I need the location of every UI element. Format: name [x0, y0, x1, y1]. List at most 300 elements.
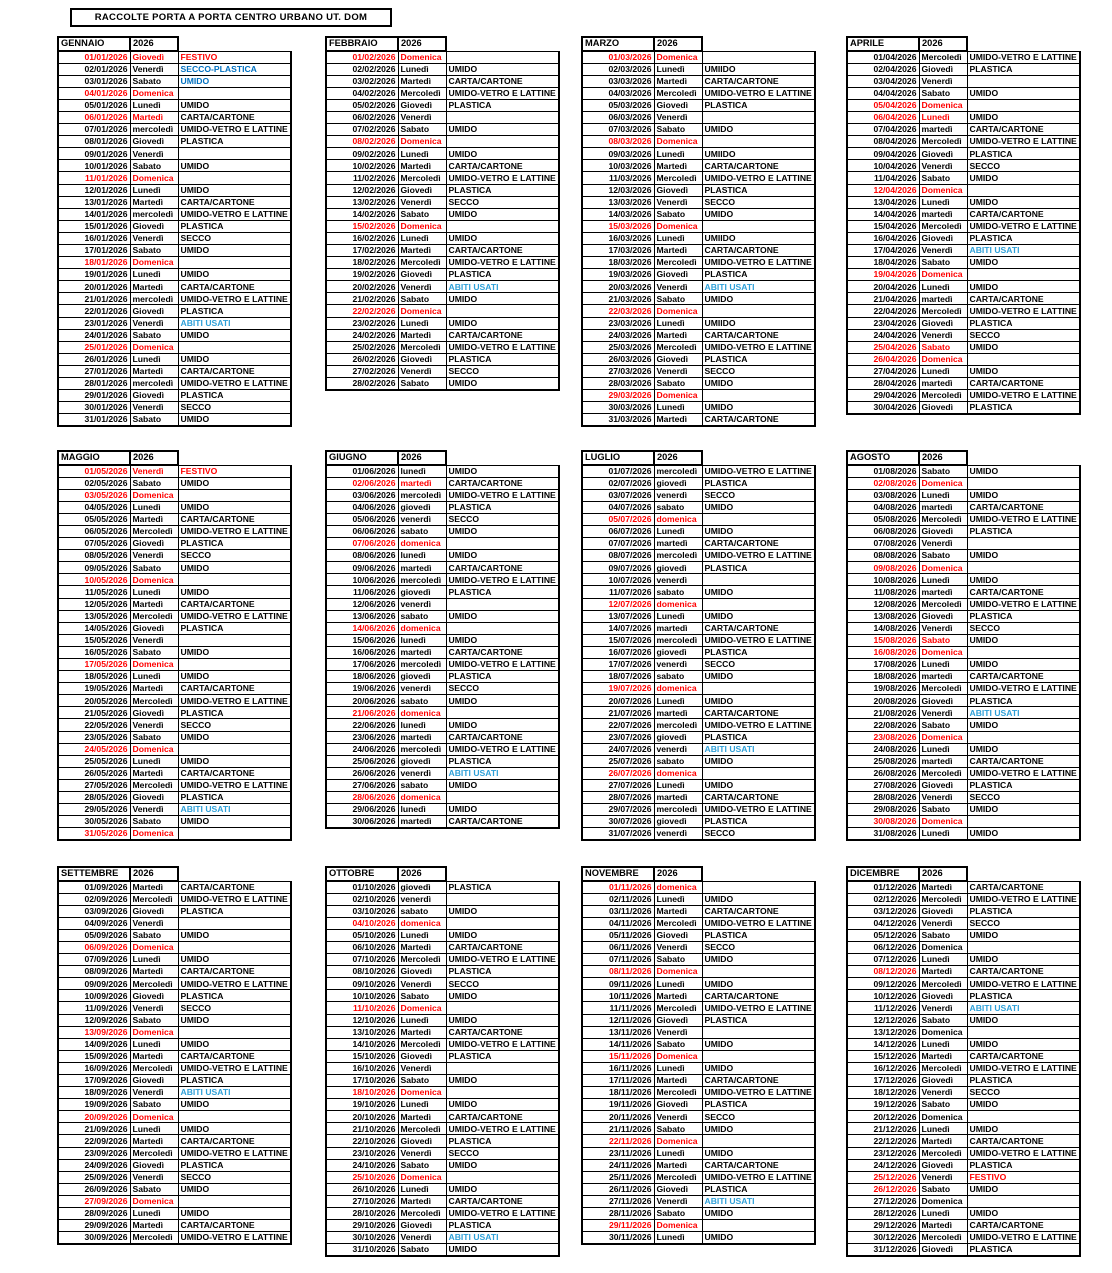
calendar-row [58, 1208, 291, 1220]
day-cell: Venerdì [654, 1026, 702, 1038]
calendar-row [326, 317, 559, 329]
month-header [847, 867, 1080, 881]
date-cell: 19/08/2026 [847, 683, 919, 695]
date-cell: 03/06/2026 [326, 489, 398, 501]
waste-type-cell: UMIDO-VETRO E LATTINE [446, 954, 559, 966]
day-cell: Giovedì [398, 1220, 446, 1232]
calendar-row [326, 1099, 559, 1111]
waste-type-cell [178, 917, 291, 929]
waste-type-cell: CARTA/CARTONE [178, 1220, 291, 1232]
waste-type-cell [178, 489, 291, 501]
date-cell: 27/02/2026 [326, 365, 398, 377]
calendar-row [847, 341, 1080, 353]
date-cell: 25/10/2026 [326, 1171, 398, 1183]
date-cell: 30/03/2026 [582, 402, 654, 414]
waste-type-cell: CARTA/CARTONE [446, 1195, 559, 1207]
calendar-row [326, 513, 559, 525]
date-cell: 24/05/2026 [58, 743, 130, 755]
day-cell: lunedì [398, 804, 446, 816]
waste-type-cell: CARTA/CARTONE [967, 124, 1080, 136]
waste-type-cell: PLASTICA [967, 1075, 1080, 1087]
waste-type-cell: ABITI USATI [967, 245, 1080, 257]
date-cell: 14/08/2026 [847, 622, 919, 634]
date-cell: 18/07/2026 [582, 671, 654, 683]
calendar-row [326, 1159, 559, 1171]
day-cell: martedì [654, 538, 702, 550]
calendar-row [58, 990, 291, 1002]
date-cell: 02/06/2026 [326, 477, 398, 489]
date-cell: 08/06/2026 [326, 550, 398, 562]
calendar-row [58, 208, 291, 220]
calendar-row [326, 978, 559, 990]
date-cell: 24/08/2026 [847, 743, 919, 755]
calendar-row [847, 269, 1080, 281]
calendar-row [58, 538, 291, 550]
day-cell: Domenica [130, 257, 178, 269]
day-cell: Mercoledì [919, 513, 967, 525]
calendar-row [847, 1075, 1080, 1087]
month-table-agosto [846, 450, 1081, 841]
waste-type-cell: UMIDO [178, 755, 291, 767]
day-cell: Mercoledì [398, 954, 446, 966]
day-cell: Venerdì [919, 917, 967, 929]
date-cell: 24/12/2026 [847, 1159, 919, 1171]
calendar-row [582, 966, 815, 978]
calendar-row [58, 586, 291, 598]
date-cell: 27/03/2026 [582, 365, 654, 377]
day-cell: Martedì [398, 1026, 446, 1038]
date-cell: 22/12/2026 [847, 1135, 919, 1147]
day-cell: giovedì [398, 671, 446, 683]
calendar-row [326, 257, 559, 269]
waste-type-cell: CARTA/CARTONE [178, 881, 291, 893]
calendar-row [847, 550, 1080, 562]
waste-type-cell: CARTA/CARTONE [967, 501, 1080, 513]
waste-type-cell: PLASTICA [446, 353, 559, 365]
calendar-row [847, 257, 1080, 269]
calendar-row [582, 828, 815, 840]
calendar-row [326, 586, 559, 598]
day-cell: Domenica [654, 305, 702, 317]
date-cell: 23/02/2026 [326, 317, 398, 329]
date-cell: 10/09/2026 [58, 990, 130, 1002]
day-cell: Venerdì [130, 550, 178, 562]
month-header-spacer [178, 867, 291, 881]
date-cell: 22/01/2026 [58, 305, 130, 317]
calendar-row [326, 365, 559, 377]
waste-type-cell: PLASTICA [446, 966, 559, 978]
date-cell: 30/04/2026 [847, 402, 919, 414]
calendar-row [58, 341, 291, 353]
date-cell: 18/05/2026 [58, 671, 130, 683]
date-cell: 20/07/2026 [582, 695, 654, 707]
waste-type-cell: UMIDO-VETRO E LATTINE [702, 917, 815, 929]
calendar-row [847, 659, 1080, 671]
date-cell: 14/07/2026 [582, 622, 654, 634]
waste-type-cell: UMIDO-VETRO E LATTINE [967, 978, 1080, 990]
waste-type-cell: UMIDO [446, 1075, 559, 1087]
calendar-row [582, 695, 815, 707]
waste-type-cell: UMIDO [446, 695, 559, 707]
date-cell: 11/12/2026 [847, 1002, 919, 1014]
day-cell: Sabato [398, 1159, 446, 1171]
day-cell: Venerdì [919, 329, 967, 341]
calendar-row [582, 990, 815, 1002]
waste-type-cell [702, 598, 815, 610]
date-cell: 19/03/2026 [582, 269, 654, 281]
date-cell: 13/03/2026 [582, 196, 654, 208]
waste-type-cell: UMIDO [446, 929, 559, 941]
day-cell: Giovedì [130, 622, 178, 634]
day-cell: Venerdì [130, 634, 178, 646]
day-cell: Lunedì [654, 63, 702, 75]
calendar-row [847, 1159, 1080, 1171]
calendar-row [326, 816, 559, 828]
waste-type-cell: PLASTICA [967, 317, 1080, 329]
waste-type-cell: UMIDO-VETRO E LATTINE [702, 804, 815, 816]
date-cell: 13/08/2026 [847, 610, 919, 622]
waste-type-cell: CARTA/CARTONE [702, 160, 815, 172]
date-cell: 17/02/2026 [326, 245, 398, 257]
date-cell: 21/05/2026 [58, 707, 130, 719]
waste-type-cell: PLASTICA [702, 99, 815, 111]
waste-type-cell: UMIDO [178, 501, 291, 513]
month-header [582, 867, 815, 881]
waste-type-cell: UMIDO-VETRO E LATTINE [967, 513, 1080, 525]
month-table-gennaio [57, 36, 292, 427]
day-cell: Giovedì [919, 905, 967, 917]
waste-type-cell [702, 220, 815, 232]
calendar-row [582, 659, 815, 671]
date-cell: 01/04/2026 [847, 51, 919, 63]
waste-type-cell: UMIDO [446, 293, 559, 305]
day-cell: venerdì [398, 893, 446, 905]
waste-type-cell: ABITI USATI [967, 707, 1080, 719]
waste-type-cell: PLASTICA [702, 816, 815, 828]
date-cell: 13/02/2026 [326, 196, 398, 208]
date-cell: 23/11/2026 [582, 1147, 654, 1159]
waste-type-cell: UMIDO [967, 1038, 1080, 1050]
day-cell: Venerdì [398, 978, 446, 990]
calendar-row [58, 966, 291, 978]
waste-type-cell: ABITI USATI [702, 1195, 815, 1207]
waste-type-cell: UMIDO [446, 804, 559, 816]
date-cell: 11/02/2026 [326, 172, 398, 184]
date-cell: 30/05/2026 [58, 816, 130, 828]
date-cell: 21/08/2026 [847, 707, 919, 719]
waste-type-cell [967, 1026, 1080, 1038]
day-cell: Sabato [919, 1183, 967, 1195]
waste-type-cell: PLASTICA [446, 1050, 559, 1062]
calendar-row [58, 124, 291, 136]
date-cell: 24/10/2026 [326, 1159, 398, 1171]
day-cell: venerdì [654, 489, 702, 501]
waste-type-cell: UMIDO-VETRO E LATTINE [702, 634, 815, 646]
day-cell: Venerdì [919, 160, 967, 172]
date-cell: 25/08/2026 [847, 755, 919, 767]
date-cell: 11/04/2026 [847, 172, 919, 184]
date-cell: 10/01/2026 [58, 160, 130, 172]
month-name: NOVEMBRE [582, 867, 654, 881]
waste-type-cell: UMIDO [967, 257, 1080, 269]
waste-type-cell: UMIDO [967, 804, 1080, 816]
waste-type-cell: UMIDO [446, 124, 559, 136]
day-cell: martedì [398, 562, 446, 574]
date-cell: 01/05/2026 [58, 465, 130, 477]
day-cell: Mercoledì [130, 1232, 178, 1244]
day-cell: Lunedì [398, 1183, 446, 1195]
day-cell: lunedì [398, 634, 446, 646]
waste-type-cell: UMIDO [178, 160, 291, 172]
date-cell: 27/05/2026 [58, 779, 130, 791]
day-cell: Mercoledì [919, 767, 967, 779]
day-cell: venerdì [654, 743, 702, 755]
waste-type-cell: PLASTICA [967, 905, 1080, 917]
calendar-row [326, 598, 559, 610]
date-cell: 24/02/2026 [326, 329, 398, 341]
day-cell: sabato [398, 905, 446, 917]
waste-type-cell [446, 622, 559, 634]
calendar-row [847, 574, 1080, 586]
waste-type-cell: CARTA/CARTONE [178, 281, 291, 293]
date-cell: 01/02/2026 [326, 51, 398, 63]
date-cell: 21/07/2026 [582, 707, 654, 719]
day-cell: Lunedì [398, 929, 446, 941]
day-cell: Giovedì [919, 990, 967, 1002]
calendar-row [58, 1232, 291, 1244]
day-cell: domenica [398, 538, 446, 550]
calendar-row [326, 707, 559, 719]
calendar-row [582, 1208, 815, 1220]
date-cell: 04/06/2026 [326, 501, 398, 513]
day-cell: Sabato [654, 1123, 702, 1135]
day-cell: Sabato [919, 341, 967, 353]
day-cell: sabato [398, 779, 446, 791]
waste-type-cell: SECCO [967, 1087, 1080, 1099]
date-cell: 19/04/2026 [847, 269, 919, 281]
month-name: GIUGNO [326, 451, 398, 465]
calendar-row [58, 184, 291, 196]
date-cell: 18/03/2026 [582, 257, 654, 269]
date-cell: 07/09/2026 [58, 954, 130, 966]
calendar-row [326, 1135, 559, 1147]
waste-type-cell: UMIDO-VETRO E LATTINE [702, 257, 815, 269]
waste-type-cell: UMIDO [178, 329, 291, 341]
date-cell: 03/08/2026 [847, 489, 919, 501]
calendar-row [847, 501, 1080, 513]
calendar-row [58, 245, 291, 257]
waste-type-cell: ABITI USATI [967, 1002, 1080, 1014]
waste-type-cell [702, 51, 815, 63]
day-cell: Venerdì [919, 1087, 967, 1099]
month-year: 2026 [398, 867, 446, 881]
date-cell: 31/10/2026 [326, 1244, 398, 1256]
day-cell: Venerdì [130, 63, 178, 75]
date-cell: 23/07/2026 [582, 731, 654, 743]
day-cell: Mercoledì [130, 1147, 178, 1159]
calendar-row [582, 341, 815, 353]
day-cell: Lunedì [919, 1123, 967, 1135]
day-cell: Mercoledì [919, 390, 967, 402]
day-cell: sabato [398, 695, 446, 707]
waste-type-cell [446, 220, 559, 232]
date-cell: 28/07/2026 [582, 792, 654, 804]
date-cell: 09/01/2026 [58, 148, 130, 160]
day-cell: Mercoledì [654, 1171, 702, 1183]
day-cell: Sabato [919, 465, 967, 477]
date-cell: 26/01/2026 [58, 353, 130, 365]
calendar-row [582, 755, 815, 767]
day-cell: martedì [398, 477, 446, 489]
day-cell: Sabato [919, 1099, 967, 1111]
calendar-row [582, 1183, 815, 1195]
date-cell: 31/07/2026 [582, 828, 654, 840]
calendar-row [58, 792, 291, 804]
waste-type-cell: UMIDO [967, 196, 1080, 208]
calendar-row [582, 1220, 815, 1232]
waste-type-cell: ABITI USATI [178, 804, 291, 816]
waste-type-cell: UMIDO-VETRO E LATTINE [702, 1087, 815, 1099]
waste-type-cell [702, 136, 815, 148]
waste-type-cell: CARTA/CARTONE [967, 966, 1080, 978]
date-cell: 16/12/2026 [847, 1062, 919, 1074]
date-cell: 08/05/2026 [58, 550, 130, 562]
day-cell: Sabato [919, 804, 967, 816]
calendar-row [326, 941, 559, 953]
date-cell: 03/01/2026 [58, 75, 130, 87]
day-cell: martedì [654, 707, 702, 719]
day-cell: Mercoledì [398, 1123, 446, 1135]
calendar-row [582, 905, 815, 917]
calendar-row [847, 1062, 1080, 1074]
calendar-row [58, 365, 291, 377]
day-cell: Martedì [654, 160, 702, 172]
day-cell: Domenica [919, 99, 967, 111]
waste-type-cell [446, 538, 559, 550]
waste-type-cell: ABITI USATI [446, 281, 559, 293]
waste-type-cell: UMIDO-VETRO E LATTINE [178, 1147, 291, 1159]
waste-type-cell: UMIDO [702, 978, 815, 990]
waste-type-cell [702, 881, 815, 893]
day-cell: mercoledì [398, 574, 446, 586]
waste-type-cell: ABITI USATI [446, 1232, 559, 1244]
calendar-row [326, 792, 559, 804]
day-cell: Mercoledì [398, 1208, 446, 1220]
waste-type-cell [178, 172, 291, 184]
date-cell: 14/02/2026 [326, 208, 398, 220]
waste-type-cell [178, 148, 291, 160]
day-cell: Domenica [919, 269, 967, 281]
calendar-row [326, 293, 559, 305]
date-cell: 17/01/2026 [58, 245, 130, 257]
date-cell: 04/05/2026 [58, 501, 130, 513]
date-cell: 01/01/2026 [58, 51, 130, 63]
day-cell: Giovedì [398, 353, 446, 365]
date-cell: 25/07/2026 [582, 755, 654, 767]
waste-type-cell: PLASTICA [446, 671, 559, 683]
day-cell: Martedì [130, 683, 178, 695]
waste-type-cell [967, 184, 1080, 196]
waste-type-cell: UMIDO [702, 1208, 815, 1220]
calendar-row [847, 1147, 1080, 1159]
waste-type-cell: SECCO [967, 917, 1080, 929]
waste-type-cell: SECCO [967, 622, 1080, 634]
month-header-spacer [446, 451, 559, 465]
date-cell: 07/11/2026 [582, 954, 654, 966]
waste-type-cell [967, 75, 1080, 87]
waste-type-cell: PLASTICA [702, 269, 815, 281]
calendar-row [58, 1087, 291, 1099]
date-cell: 12/10/2026 [326, 1014, 398, 1026]
month-header-spacer [702, 37, 815, 51]
calendar-row [58, 489, 291, 501]
waste-type-cell: UMIDO-VETRO E LATTINE [967, 1062, 1080, 1074]
day-cell: Giovedì [919, 525, 967, 537]
waste-type-cell [967, 538, 1080, 550]
calendar-row [847, 622, 1080, 634]
month-year: 2026 [654, 451, 702, 465]
calendar-row [58, 828, 291, 840]
waste-type-cell [702, 966, 815, 978]
month-header-spacer [702, 867, 815, 881]
month-header [326, 451, 559, 465]
date-cell: 31/12/2026 [847, 1244, 919, 1256]
waste-type-cell: CARTA/CARTONE [702, 905, 815, 917]
day-cell: Giovedì [130, 51, 178, 63]
waste-type-cell: UMIDO-VETRO E LATTINE [446, 87, 559, 99]
date-cell: 02/11/2026 [582, 893, 654, 905]
calendar-row [847, 465, 1080, 477]
waste-type-cell: CARTA/CARTONE [178, 767, 291, 779]
date-cell: 29/07/2026 [582, 804, 654, 816]
calendar-row [582, 719, 815, 731]
calendar-row [58, 378, 291, 390]
waste-type-cell: UMIDO-VETRO E LATTINE [178, 1062, 291, 1074]
day-cell: Mercoledì [919, 1147, 967, 1159]
day-cell: Martedì [130, 365, 178, 377]
waste-type-cell: PLASTICA [967, 990, 1080, 1002]
day-cell: domenica [398, 622, 446, 634]
day-cell: Sabato [654, 293, 702, 305]
date-cell: 10/03/2026 [582, 160, 654, 172]
day-cell: Domenica [130, 941, 178, 953]
calendar-row [847, 220, 1080, 232]
date-cell: 20/12/2026 [847, 1111, 919, 1123]
day-cell: Giovedì [919, 610, 967, 622]
date-cell: 05/07/2026 [582, 513, 654, 525]
day-cell: Mercoledì [919, 1062, 967, 1074]
day-cell: Giovedì [919, 1244, 967, 1256]
month-table-novembre [581, 866, 816, 1245]
calendar-row [847, 941, 1080, 953]
waste-type-cell: UMIDO [178, 1014, 291, 1026]
day-cell: martedì [919, 586, 967, 598]
month-year: 2026 [919, 867, 967, 881]
date-cell: 30/10/2026 [326, 1232, 398, 1244]
date-cell: 06/01/2026 [58, 111, 130, 123]
waste-type-cell: CARTA/CARTONE [178, 683, 291, 695]
calendar-row [582, 257, 815, 269]
waste-type-cell: SECCO [702, 489, 815, 501]
calendar-row [58, 562, 291, 574]
calendar-row [847, 562, 1080, 574]
day-cell: Venerdì [398, 365, 446, 377]
month-table-marzo [581, 36, 816, 427]
day-cell: Martedì [398, 1111, 446, 1123]
day-cell: Martedì [919, 1220, 967, 1232]
calendar-row [326, 124, 559, 136]
day-cell: Sabato [130, 245, 178, 257]
